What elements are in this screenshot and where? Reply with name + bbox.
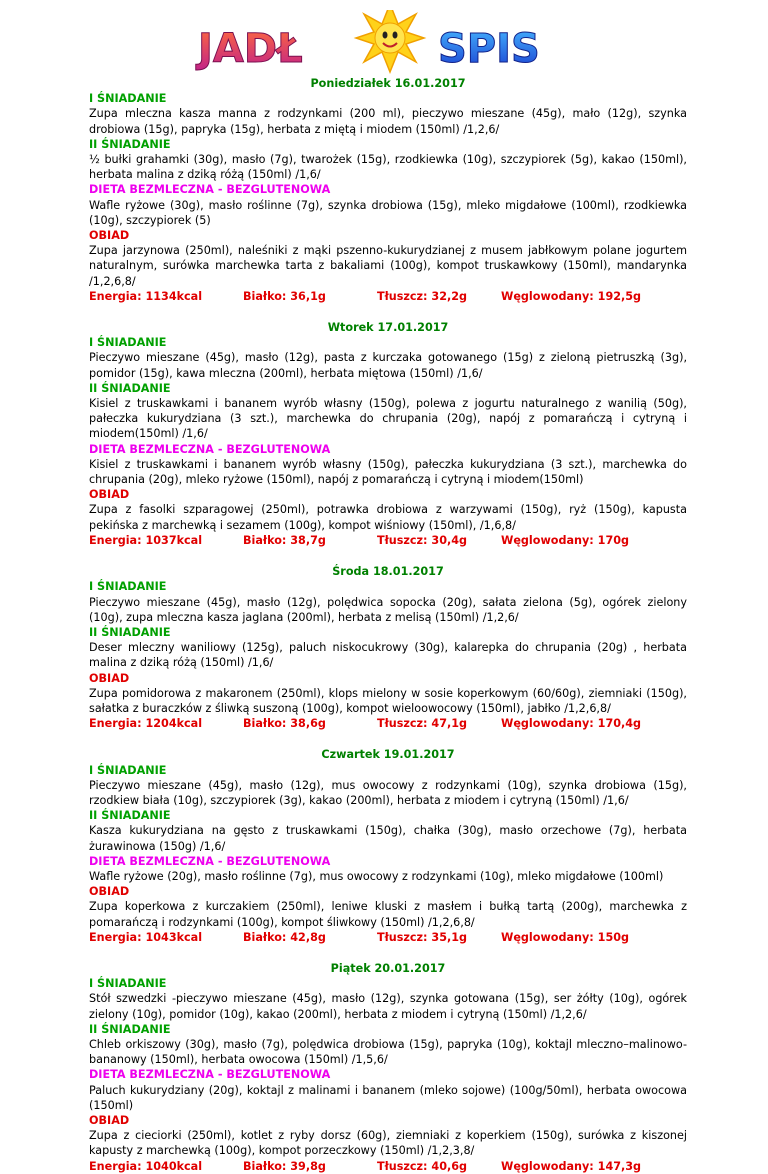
meal-description: Paluch kukurydziany (20g), koktajl z malinami i bananem (mleko sojowe) (100g/50ml), herbata owocowa (150ml)	[89, 1083, 687, 1112]
energy-value: Energia: 1037kcal	[89, 533, 203, 547]
meal-description: Zupa z fasolki szparagowej (250ml), potrawka drobiowa z warzywami (150g), ryż (150g), kapusta pekińska z marchewką i sezamem (100g), kompot wiśniowy (150ml), /1,6,8/	[89, 503, 687, 532]
protein-value: Białko: 38,7g	[243, 533, 326, 547]
day-title: Środa 18.01.2017	[332, 565, 444, 579]
meal-description: Wafle ryżowe (30g), masło roślinne (7g), szynka drobiowa (15g), mleko migdałowe (100ml), rzodkiewka (10g), szczypiorek (5)	[89, 198, 687, 227]
meal-heading: II ŚNIADANIE	[89, 809, 171, 823]
meal-heading: OBIAD	[89, 488, 130, 502]
day-block	[89, 961, 687, 1174]
protein-value: Białko: 38,6g	[243, 717, 326, 731]
meal-heading: I ŚNIADANIE	[89, 580, 167, 594]
nutrition-summary	[89, 930, 687, 945]
day-title: Piątek 20.01.2017	[330, 961, 446, 975]
carbs-value: Węglowodany: 150g	[501, 930, 630, 944]
logo-text-right: SPIS	[438, 26, 540, 72]
energy-value: Energia: 1040kcal	[89, 1159, 203, 1173]
meal-heading: I ŚNIADANIE	[89, 336, 167, 350]
day-block	[89, 747, 687, 945]
meal-heading: DIETA BEZMLECZNA - BEZGLUTENOWA	[89, 854, 331, 868]
carbs-value: Węglowodany: 192,5g	[501, 289, 642, 303]
meal-description: Kisiel z truskawkami i bananem wyrób własny (150g), pałeczka kukurydziana (3 szt.), marchewka do chrupania (20g), mleko ryżowe (150ml), napój z pomarańczą i cytryną i miodem(150ml)	[89, 457, 687, 487]
fat-value: Tłuszcz: 32,2g	[377, 289, 468, 303]
meal-heading: OBIAD	[89, 1114, 130, 1127]
day-title: Poniedziałek 16.01.2017	[310, 77, 466, 90]
protein-value: Białko: 39,8g	[243, 1159, 326, 1173]
meal-description: Kasza kukurydziana na gęsto z truskawkami (150g), chałka (30g), masło orzechowe (7g), herbata żurawinowa (150g) /1,6/	[89, 824, 687, 853]
carbs-value: Węglowodany: 170g	[501, 533, 630, 547]
meal-description: Kisiel z truskawkami i bananem wyrób własny (150g), polewa z jogurtu naturalnego z wanilią (50g), pałeczka kukurydziana (3 szt.), marchewka do chrupania (20g), napój z pomarańczą i cytryną i miodem(150ml) /1,6/	[89, 397, 687, 441]
meal-heading: I ŚNIADANIE	[89, 92, 167, 106]
meal-description: Zupa z cieciorki (250ml), kotlet z ryby dorsz (60g), ziemniaki z koperkiem (150g), surówka z kiszonej kapusty z marchewką (100g), kompot porzeczkowy (150ml) /1,2,3,8/	[89, 1129, 687, 1158]
meal-description: ½ bułki grahamki (30g), masło (7g), twarożek (15g), rzodkiewka (10g), szczypiorek (5g), kakao (150ml), herbata malina z dziką różą (150ml) /1,6/	[89, 153, 687, 182]
day-title: Czwartek 19.01.2017	[321, 748, 455, 762]
meal-heading: DIETA BEZMLECZNA - BEZGLUTENOWA	[89, 1068, 331, 1082]
meal-heading: DIETA BEZMLECZNA - BEZGLUTENOWA	[89, 442, 331, 456]
day-block	[89, 564, 687, 731]
meal-heading: OBIAD	[89, 885, 130, 899]
carbs-value: Węglowodany: 147,3g	[501, 1159, 642, 1173]
meal-description: Pieczywo mieszane (45g), masło (12g), polędwica sopocka (20g), sałata zielona (5g), ogórek zielony (10g), zupa mleczna kasza jaglana (200ml), herbata z melisą (150ml) /1,2,6/	[89, 595, 687, 624]
meal-heading: I ŚNIADANIE	[89, 977, 167, 991]
nutrition-summary	[89, 716, 687, 731]
weekly-menu	[89, 76, 687, 1174]
meal-heading: II ŚNIADANIE	[89, 137, 171, 151]
meal-heading: OBIAD	[89, 671, 130, 685]
day-block	[89, 76, 687, 304]
meal-description: Deser mleczny waniliowy (125g), paluch niskocukrowy (30g), kalarepka do chrupania (20g) , herbata malina z dziką różą (150ml) /1,6/	[89, 641, 687, 670]
jadlospis-logo	[190, 10, 590, 80]
meal-description: Pieczywo mieszane (45g), masło (12g), mus owocowy z rodzynkami (10g), szynka drobiowa (15g), rzodkiew biała (10g), szczypiorek (3g), kakao (200ml), herbata z miodem i cytryną (150ml) /1,6/	[89, 778, 687, 807]
day-block	[89, 320, 687, 548]
meal-description: Zupa mleczna kasza manna z rodzynkami (200 ml), pieczywo mieszane (45g), mało (12g), szynka drobiowa (15g), papryka (15g), herbata z miętą i miodem (150ml) /1,2,6/	[89, 107, 687, 136]
fat-value: Tłuszcz: 30,4g	[377, 533, 468, 547]
sun-icon	[356, 10, 424, 72]
energy-value: Energia: 1043kcal	[89, 930, 203, 944]
carbs-value: Węglowodany: 170,4g	[501, 717, 642, 731]
nutrition-summary	[89, 1159, 687, 1174]
meal-heading: II ŚNIADANIE	[89, 1022, 171, 1036]
fat-value: Tłuszcz: 35,1g	[377, 930, 468, 944]
meal-description: Zupa jarzynowa (250ml), naleśniki z mąki pszenno-kukurydzianej z musem jabłkowym polane jogurtem naturalnym, surówka marchewka tarta z bakaliami (100g), kompot truskawkowy (150ml), mandarynka /1,2,6,8/	[89, 244, 687, 288]
meal-description: Pieczywo mieszane (45g), masło (12g), pasta z kurczaka gotowanego (15g) z zieloną pietruszką (3g), pomidor (15g), kawa mleczna (200ml), herbata miętowa (150ml) /1,6/	[89, 351, 687, 380]
meal-description: Wafle ryżowe (20g), masło roślinne (7g), mus owocowy z rodzynkami (10g), mleko migdałowe (100ml)	[89, 869, 664, 883]
protein-value: Białko: 42,8g	[243, 930, 326, 944]
protein-value: Białko: 36,1g	[243, 289, 326, 303]
nutrition-summary	[89, 533, 687, 548]
meal-description: Chleb orkiszowy (30g), masło (7g), polędwica drobiowa (15g), papryka (10g), koktajl mleczno–malinowo-bananowy (150ml), herbata owocowa (150ml) /1,5,6/	[89, 1037, 687, 1067]
meal-description: Zupa pomidorowa z makaronem (250ml), klops mielony w sosie koperkowym (60/60g), ziemniaki (150g), sałatka z buraczków z śliwką suszoną (100g), kompot wieloowocowy (150ml), jabłko /1,2,6,8/	[89, 686, 687, 715]
fat-value: Tłuszcz: 40,6g	[377, 1159, 468, 1173]
meal-description: Stół szwedzki -pieczywo mieszane (45g), masło (12g), szynka gotowana (15g), ser żółty (10g), ogórek zielony (10g), pomidor (10g), kakao (200ml), herbata z miodem i cytryną (150ml) /1,2,6/	[89, 992, 687, 1021]
meal-heading: II ŚNIADANIE	[89, 625, 171, 639]
logo-text-left: JADŁ	[198, 26, 303, 72]
nutrition-summary	[89, 289, 687, 304]
meal-heading: OBIAD	[89, 229, 130, 243]
fat-value: Tłuszcz: 47,1g	[377, 717, 468, 731]
energy-value: Energia: 1134kcal	[89, 289, 203, 303]
meal-heading: II ŚNIADANIE	[89, 381, 171, 395]
meal-description: Zupa koperkowa z kurczakiem (250ml), leniwe kluski z masłem i bułką tartą (200g), marchewka z pomarańczą i rodzynkami (100g), kompot śliwkowy (150ml) /1,2,6,8/	[89, 900, 687, 929]
meal-heading: DIETA BEZMLECZNA - BEZGLUTENOWA	[89, 183, 331, 197]
energy-value: Energia: 1204kcal	[89, 717, 203, 731]
day-title: Wtorek 17.01.2017	[327, 321, 449, 335]
meal-heading: I ŚNIADANIE	[89, 763, 167, 777]
